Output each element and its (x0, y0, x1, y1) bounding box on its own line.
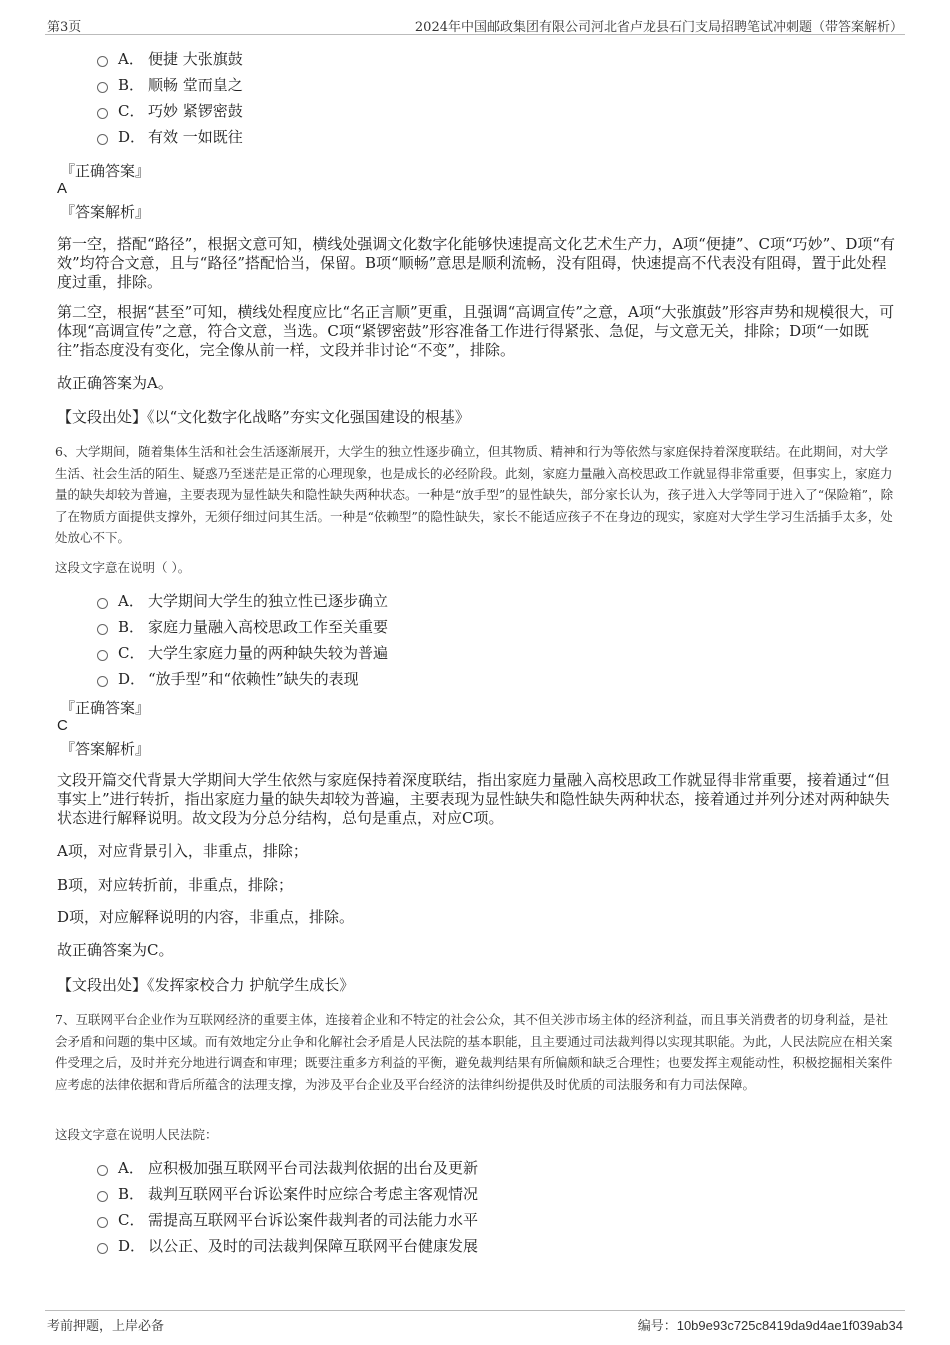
radio-icon[interactable] (97, 1217, 108, 1228)
q7-option-c[interactable]: C． 需提高互联网平台诉讼案件裁判者的司法能力水平 (97, 1206, 478, 1232)
q6-options (97, 587, 388, 691)
radio-icon[interactable] (97, 134, 108, 145)
radio-icon[interactable] (97, 676, 108, 687)
q5-analysis-p2: 第二空，根据“甚至”可知，横线处程度应比“名正言顺”更重，且强调“高调宣传”之意，A项“大张旗鼓”形容声势和规模很大，可体现“高调宣传”之意，符合文意，当选。C项“紧锣密鼓”形容准备工作进行得紧张、急促，与文意无关，排除；D项“一如既往”指态度没有变化，完全像从前一样，文段并非讨论“不变”，排除。 (57, 303, 895, 359)
radio-icon[interactable] (97, 1243, 108, 1254)
q6-analysis-d: D项，对应解释说明的内容，非重点，排除。 (57, 908, 355, 926)
radio-icon[interactable] (97, 624, 108, 635)
radio-icon[interactable] (97, 1191, 108, 1202)
page-header (45, 14, 905, 35)
q6-answer: C (57, 717, 68, 734)
radio-icon[interactable] (97, 650, 108, 661)
q6-option-b[interactable]: B． 家庭力量融入高校思政工作至关重要 (97, 613, 388, 639)
q6-answer-label: 『正确答案』 (60, 699, 151, 717)
q7-option-b[interactable]: B． 裁判互联网平台诉讼案件时应综合考虑主客观情况 (97, 1180, 478, 1206)
radio-icon[interactable] (97, 1165, 108, 1176)
page-number: 第3页 (47, 20, 82, 35)
q6-analysis-p1: 文段开篇交代背景大学期间大学生依然与家庭保持着深度联结，指出家庭力量融入高校思政工作就显得非常重要，接着通过“但事实上”进行转折，指出家庭力量的缺失却较为普遍，主要表现为显性缺失和隐性缺失两种状态，接着通过并列分述对两种缺失状态进行解释说明。故文段为分总分结构，总句是重点，对应C项。 (57, 771, 890, 827)
q5-option-b[interactable]: B． 顺畅 堂而皇之 (97, 71, 243, 97)
q6-analysis-a: A项，对应背景引入，非重点，排除； (57, 842, 308, 860)
q7-prompt: 这段文字意在说明人民法院： (55, 1127, 218, 1142)
q7-option-d[interactable]: D． 以公正、及时的司法裁判保障互联网平台健康发展 (97, 1232, 478, 1258)
q7-option-a[interactable]: A． 应积极加强互联网平台司法裁判依据的出台及更新 (97, 1154, 478, 1180)
q6-source: 【文段出处】《发挥家校合力 护航学生成长》 (57, 976, 355, 994)
q5-analysis-label: 『答案解析』 (60, 203, 151, 221)
page-footer (45, 1310, 905, 1334)
radio-icon[interactable] (97, 108, 108, 119)
q7-stem: 7、互联网平台企业作为互联网经济的重要主体，连接着企业和不特定的社会公众，其不但关涉市场主体的经济利益，而且事关消费者的切身利益，是社会矛盾和问题的集中区域。而有效地定分止争和化解社会矛盾是人民法院的基本职能，且主要通过司法裁判得以实现其职能。为此，人民法院应在相关案件受理之后，及时并充分地进行调查和审理；既要注重多方利益的平衡，避免裁判结果有所偏颇和缺乏合理性；也要发挥主观能动性，积极挖掘相关案件应考虑的法律依据和背后所蕴含的法理支撑，为涉及平台企业及平台经济的法律纠纷提供及时优质的司法服务和有力司法保障。 (55, 1012, 893, 1092)
q5-option-d[interactable]: D． 有效 一如既往 (97, 123, 243, 149)
q5-options (97, 45, 243, 149)
q5-option-c[interactable]: C． 巧妙 紧锣密鼓 (97, 97, 243, 123)
q6-option-d[interactable]: D． “放手型”和“依赖性”缺失的表现 (97, 665, 388, 691)
document-title: 2024年中国邮政集团有限公司河北省卢龙县石门支局招聘笔试冲刺题（带答案解析） (414, 20, 903, 35)
q6-prompt: 这段文字意在说明（ ）。 (55, 560, 191, 575)
q5-source: 【文段出处】《以“文化数字化战略”夯实文化强国建设的根基》 (57, 408, 470, 426)
q6-analysis-conclusion: 故正确答案为C。 (57, 941, 174, 959)
q6-stem: 6、大学期间，随着集体生活和社会生活逐渐展开，大学生的独立性逐步确立，但其物质、精神和行为等依然与家庭保持着深度联结。在此期间，对大学生活、社会生活的陌生、疑惑乃至迷茫是正常的心理现象，也是成长的必经阶段。此刻，家庭力量融入高校思政工作就显得非常重要，但事实上，家庭力量的缺失却较为普遍，主要表现为显性缺失和隐性缺失两种状态。一种是“放手型”的显性缺失，部分家长认为，孩子进入大学等同于进入了“保险箱”，除了在物质方面提供支撑外，无须仔细过问其生活。一种是“依赖型”的隐性缺失，家长不能适应孩子不在身边的现实，家庭对大学生学习生活插手太多，处处放心不下。 (55, 444, 894, 545)
q6-analysis-label: 『答案解析』 (60, 740, 151, 758)
q5-analysis-p1: 第一空，搭配“路径”，根据文意可知，横线处强调文化数字化能够快速提高文化艺术生产力，A项“便捷”、C项“巧妙”、D项“有效”均符合文意，且与“路径”搭配恰当，保留。B项“顺畅”意思是顺利流畅，没有阻碍，快速提高不代表没有阻碍，置于此处程度过重，排除。 (57, 235, 896, 291)
q5-answer: A (57, 180, 68, 197)
q5-analysis-conclusion: 故正确答案为A。 (57, 374, 173, 392)
q5-option-a[interactable]: A． 便捷 大张旗鼓 (97, 45, 243, 71)
footer-motto: 考前押题，上岸必备 (47, 1319, 165, 1334)
radio-icon[interactable] (97, 598, 108, 609)
radio-icon[interactable] (97, 82, 108, 93)
q6-analysis-b: B项，对应转折前，非重点，排除； (57, 876, 294, 894)
q7-options (97, 1154, 478, 1258)
radio-icon[interactable] (97, 56, 108, 67)
q6-option-c[interactable]: C． 大学生家庭力量的两种缺失较为普遍 (97, 639, 388, 665)
q5-answer-label: 『正确答案』 (60, 162, 151, 180)
q6-option-a[interactable]: A． 大学期间大学生的独立性已逐步确立 (97, 587, 388, 613)
document-code: 编号：10b9e93c725c8419da9d4ae1f039ab34 (637, 1318, 903, 1334)
